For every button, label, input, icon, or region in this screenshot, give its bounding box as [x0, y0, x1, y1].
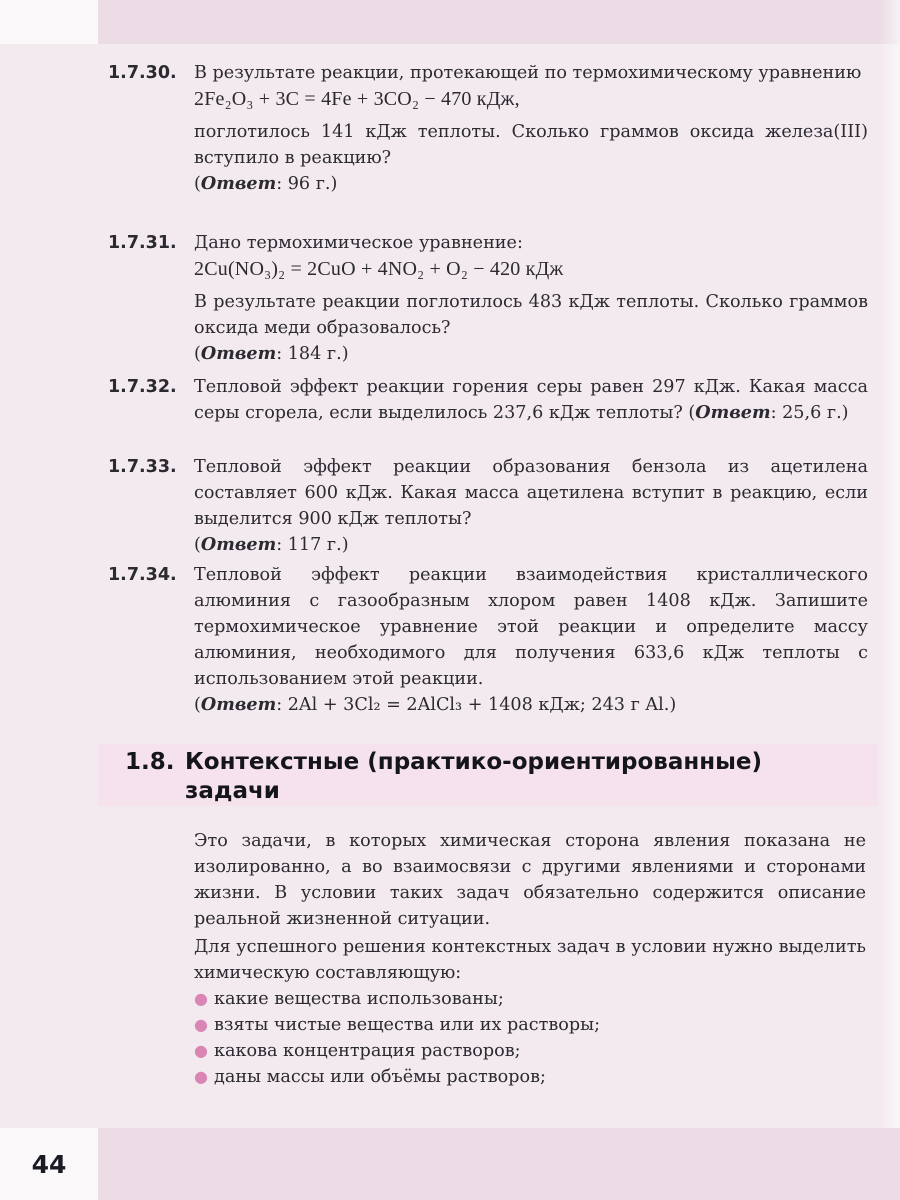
list-item-text: даны массы или объёмы растворов;: [214, 1067, 546, 1087]
criteria-list: [194, 986, 866, 1090]
list-item: [194, 1038, 866, 1064]
top-corner-block: [0, 0, 98, 44]
answer-value: 96 г.: [287, 174, 331, 194]
section-intro-2: [194, 934, 866, 986]
problem-text-main: Тепловой эффект реакции горения серы равен 297 кДж. Какая масса серы сгорела, если выделилось 237,6 кДж теплоты?: [194, 377, 868, 423]
equation: 2Cu(NO₃)₂ = 2CuO + 4NO₂ + O₂ − 420 кДж: [194, 258, 564, 280]
section-title-line2: задачи: [185, 778, 280, 804]
problem-text: поглотилось 141 кДж теплоты. Сколько граммов оксида железа(III) вступило в реакцию?: [194, 122, 868, 168]
top-margin-band: [0, 0, 900, 44]
list-item: [194, 1012, 866, 1038]
answer: (Ответ: 2Al + 3Cl₂ = 2AlCl₃ + 1408 кДж; 243 г Al.): [194, 694, 677, 715]
section-number: 1.8.: [125, 749, 175, 775]
answer-label: Ответ: [200, 343, 277, 364]
answer-value: 25,6 г.: [782, 403, 842, 423]
section-title-line1: Контекстные (практико-ориентированные): [185, 749, 763, 775]
bullet-icon: ●: [194, 1015, 208, 1034]
problem-number: 1.7.30.: [108, 63, 177, 83]
bullet-icon: ●: [194, 1041, 208, 1060]
section-intro: [194, 828, 866, 932]
answer: (Ответ: 184 г.): [194, 343, 349, 364]
page-edge: [880, 0, 900, 1200]
answer: (Ответ: 96 г.): [194, 173, 338, 194]
list-item-text: взяты чистые вещества или их растворы;: [214, 1015, 601, 1035]
problem-text: В результате реакции, протекающей по термохимическому уравнению: [194, 63, 862, 83]
problem-1-7-30: [108, 60, 868, 197]
list-item-text: какова концентрация растворов;: [214, 1041, 521, 1061]
answer-value: 117 г.: [287, 535, 342, 555]
answer-label: Ответ: [200, 694, 277, 715]
problem-1-7-32: [108, 374, 868, 426]
problem-text: Тепловой эффект реакции образования бензола из ацетилена составляет 600 кДж. Какая масса ацетилена вступит в реакцию, если выделится 900 кДж теплоты?: [194, 457, 868, 529]
answer-value: 2Al + 3Cl₂ = 2AlCl₃ + 1408 кДж; 243 г Al.: [287, 695, 670, 715]
equation: 2Fe₂O₃ + 3C = 4Fe + 3CO₂ − 470 кДж,: [194, 88, 520, 110]
problem-1-7-34: [108, 562, 868, 718]
bullet-icon: ●: [194, 1067, 208, 1086]
problem-number: 1.7.33.: [108, 457, 177, 477]
problem-1-7-33: [108, 454, 868, 558]
bottom-margin-band: [0, 1128, 900, 1200]
list-item-text: какие вещества использованы;: [214, 989, 504, 1009]
section-title: [125, 748, 762, 806]
problem-number: 1.7.32.: [108, 377, 177, 397]
page-number: 44: [0, 1128, 98, 1200]
answer-label: Ответ: [200, 173, 277, 194]
answer-value: 184 г.: [287, 344, 342, 364]
problem-text: Тепловой эффект реакции взаимодействия кристаллического алюминия с газообразным хлором равен 1408 кДж. Запишите термохимическое уравнение этой реакции и определите массу алюминия, необходимого для получения 633,6 кДж теплоты с использованием этой реакции.: [194, 565, 868, 689]
problem-number: 1.7.34.: [108, 565, 177, 585]
answer-label: Ответ: [695, 402, 771, 423]
intro-paragraph: Для успешного решения контекстных задач в условии нужно выделить химическую составляющую:: [194, 937, 866, 983]
intro-paragraph: Это задачи, в которых химическая сторона явления показана не изолированно, а во взаимосвязи с другими явлениями и сторонами жизни. В условии таких задач обязательно содержится описание реальной жизненной ситуации.: [194, 831, 866, 929]
bullet-icon: ●: [194, 989, 208, 1008]
problem-number: 1.7.31.: [108, 233, 177, 253]
problem-1-7-31: [108, 230, 868, 367]
answer-label: Ответ: [200, 534, 277, 555]
list-item: [194, 986, 866, 1012]
problem-text: Дано термохимическое уравнение:: [194, 233, 523, 253]
problem-text: Тепловой эффект реакции горения серы равен 297 кДж. Какая масса серы сгорела, если выделилось 237,6 кДж теплоты? (Ответ: 25,6 г.): [194, 377, 868, 423]
problem-text: В результате реакции поглотилось 483 кДж теплоты. Сколько граммов оксида меди образовалось?: [194, 292, 868, 338]
answer: (Ответ: 117 г.): [194, 534, 349, 555]
list-item: [194, 1064, 866, 1090]
